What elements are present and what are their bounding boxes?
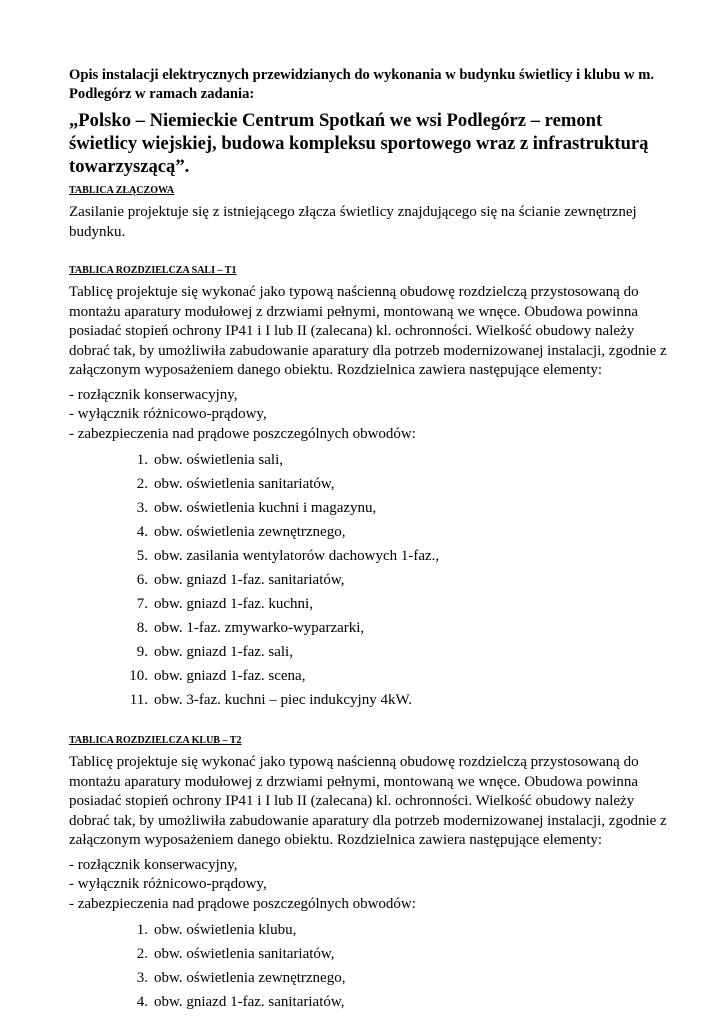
elements-list [69,856,669,915]
circuit-item [69,592,669,616]
circuit-text: obw. zasilania wentylatorów dachowych 1-faz., [154,548,440,564]
circuit-text: obw. gniazd 1-faz. scena, [154,668,306,684]
circuit-item [69,966,669,990]
circuit-item [69,616,669,640]
circuit-text: obw. gniazd 1-faz. sali, [154,644,293,660]
section-paragraph: Tablicę projektuje się wykonać jako typową naścienną obudowę rozdzielczą przystosowaną do montażu aparatury modułowej z drzwiami pełnymi, montowaną we wnęce. Obudowa powinna posiadać stopień ochrony IP41 i I lub II (zalecana) kl. ochronności. Wielkość obudowy należy dobrać tak, by umożliwiła zabudowanie aparatury dla potrzeb modernizowanej instalacji, zgodnie z załączonym wyposażeniem danego obiektu. Rozdzielnica zawiera następujące elementy: [69,284,667,378]
circuit-number: 4. [136,994,148,1010]
circuit-item [69,520,669,544]
circuit-item [69,942,669,966]
circuit-number: 10. [129,668,148,684]
section-heading: TABLICA ROZDZIELCZA KLUB – T2 [69,735,242,746]
circuit-text: obw. 1-faz. zmywarko-wyparzarki, [154,620,365,636]
document-intro: Opis instalacji elektrycznych przewidzianych do wykonania w budynku świetlicy i klubu w m. Podlegórz w ramach zadania: [69,67,655,102]
section-paragraph: Tablicę projektuje się wykonać jako typową naścienną obudowę rozdzielczą przystosowaną do montażu aparatury modułowej z drzwiami pełnymi, montowaną we wnęce. Obudowa powinna posiadać stopień ochrony IP41 i I lub II (zalecana) kl. ochronności. Wielkość obudowy należy dobrać tak, by umożliwiła zabudowanie aparatury dla potrzeb modernizowanej instalacji, zgodnie z załączonym wyposażeniem danego obiektu. Rozdzielnica zawiera następujące elementy: [69,754,667,848]
circuit-item [69,664,669,688]
element-item: - zabezpieczenia nad prądowe poszczególnych obwodów: [69,425,416,442]
circuit-text: obw. oświetlenia zewnętrznego, [154,524,346,540]
section-tablica-t2 [69,734,669,1014]
circuit-item [69,918,669,942]
circuit-text: obw. oświetlenia kuchni i magazynu, [154,500,377,516]
circuit-text: obw. oświetlenia sali, [154,452,284,468]
circuit-number: 1. [136,922,148,938]
circuit-text: obw. oświetlenia sanitariatów, [154,946,335,962]
circuit-number: 3. [136,970,148,986]
circuit-item [69,472,669,496]
circuit-number: 11. [129,692,148,708]
circuit-number: 3. [136,500,148,516]
document-title: „Polsko – Niemieckie Centrum Spotkań we wsi Podlegórz – remont świetlicy wiejskiej, budowa kompleksu sportowego wraz z infrastrukturą towarzyszącą”. [69,110,649,177]
section-paragraph: Zasilanie projektuje się z istniejącego złącza świetlicy znajdującego się na ścianie zewnętrznej budynku. [69,204,637,240]
circuit-item [69,496,669,520]
document-page [69,66,669,1014]
element-item: - rozłącznik konserwacyjny, [69,856,238,873]
element-item: - wyłącznik różnicowo-prądowy, [69,406,267,422]
section-tablica-t1 [69,264,669,712]
circuit-number: 8. [136,620,148,636]
circuits-list [69,918,669,1014]
circuit-item [69,990,669,1014]
circuit-number: 5. [136,548,148,564]
circuits-list [69,448,669,712]
circuit-number: 2. [136,946,148,962]
circuit-number: 9. [136,644,148,660]
circuit-text: obw. oświetlenia zewnętrznego, [154,970,346,986]
circuit-item [69,544,669,568]
circuit-item [69,448,669,472]
element-item: - wyłącznik różnicowo-prądowy, [69,876,267,892]
circuit-text: obw. gniazd 1-faz. kuchni, [154,596,313,612]
element-item: - zabezpieczenia nad prądowe poszczególnych obwodów: [69,895,416,912]
section-heading: TABLICA ZŁĄCZOWA [69,185,175,196]
circuit-number: 4. [136,524,148,540]
circuit-number: 6. [136,572,148,588]
circuit-text: obw. gniazd 1-faz. sanitariatów, [154,572,345,588]
element-item: - rozłącznik konserwacyjny, [69,386,238,403]
circuit-item [69,640,669,664]
section-tablica-zlaczowa [69,184,669,242]
circuit-text: obw. gniazd 1-faz. sanitariatów, [154,994,345,1010]
elements-list [69,386,669,445]
circuit-number: 2. [136,476,148,492]
section-heading: TABLICA ROZDZIELCZA SALI – T1 [69,265,237,276]
circuit-number: 7. [136,596,148,612]
circuit-item [69,688,669,712]
circuit-text: obw. 3-faz. kuchni – piec indukcyjny 4kW. [154,692,412,708]
circuit-text: obw. oświetlenia klubu, [154,922,297,938]
circuit-item [69,568,669,592]
circuit-text: obw. oświetlenia sanitariatów, [154,476,335,492]
circuit-number: 1. [136,452,148,468]
